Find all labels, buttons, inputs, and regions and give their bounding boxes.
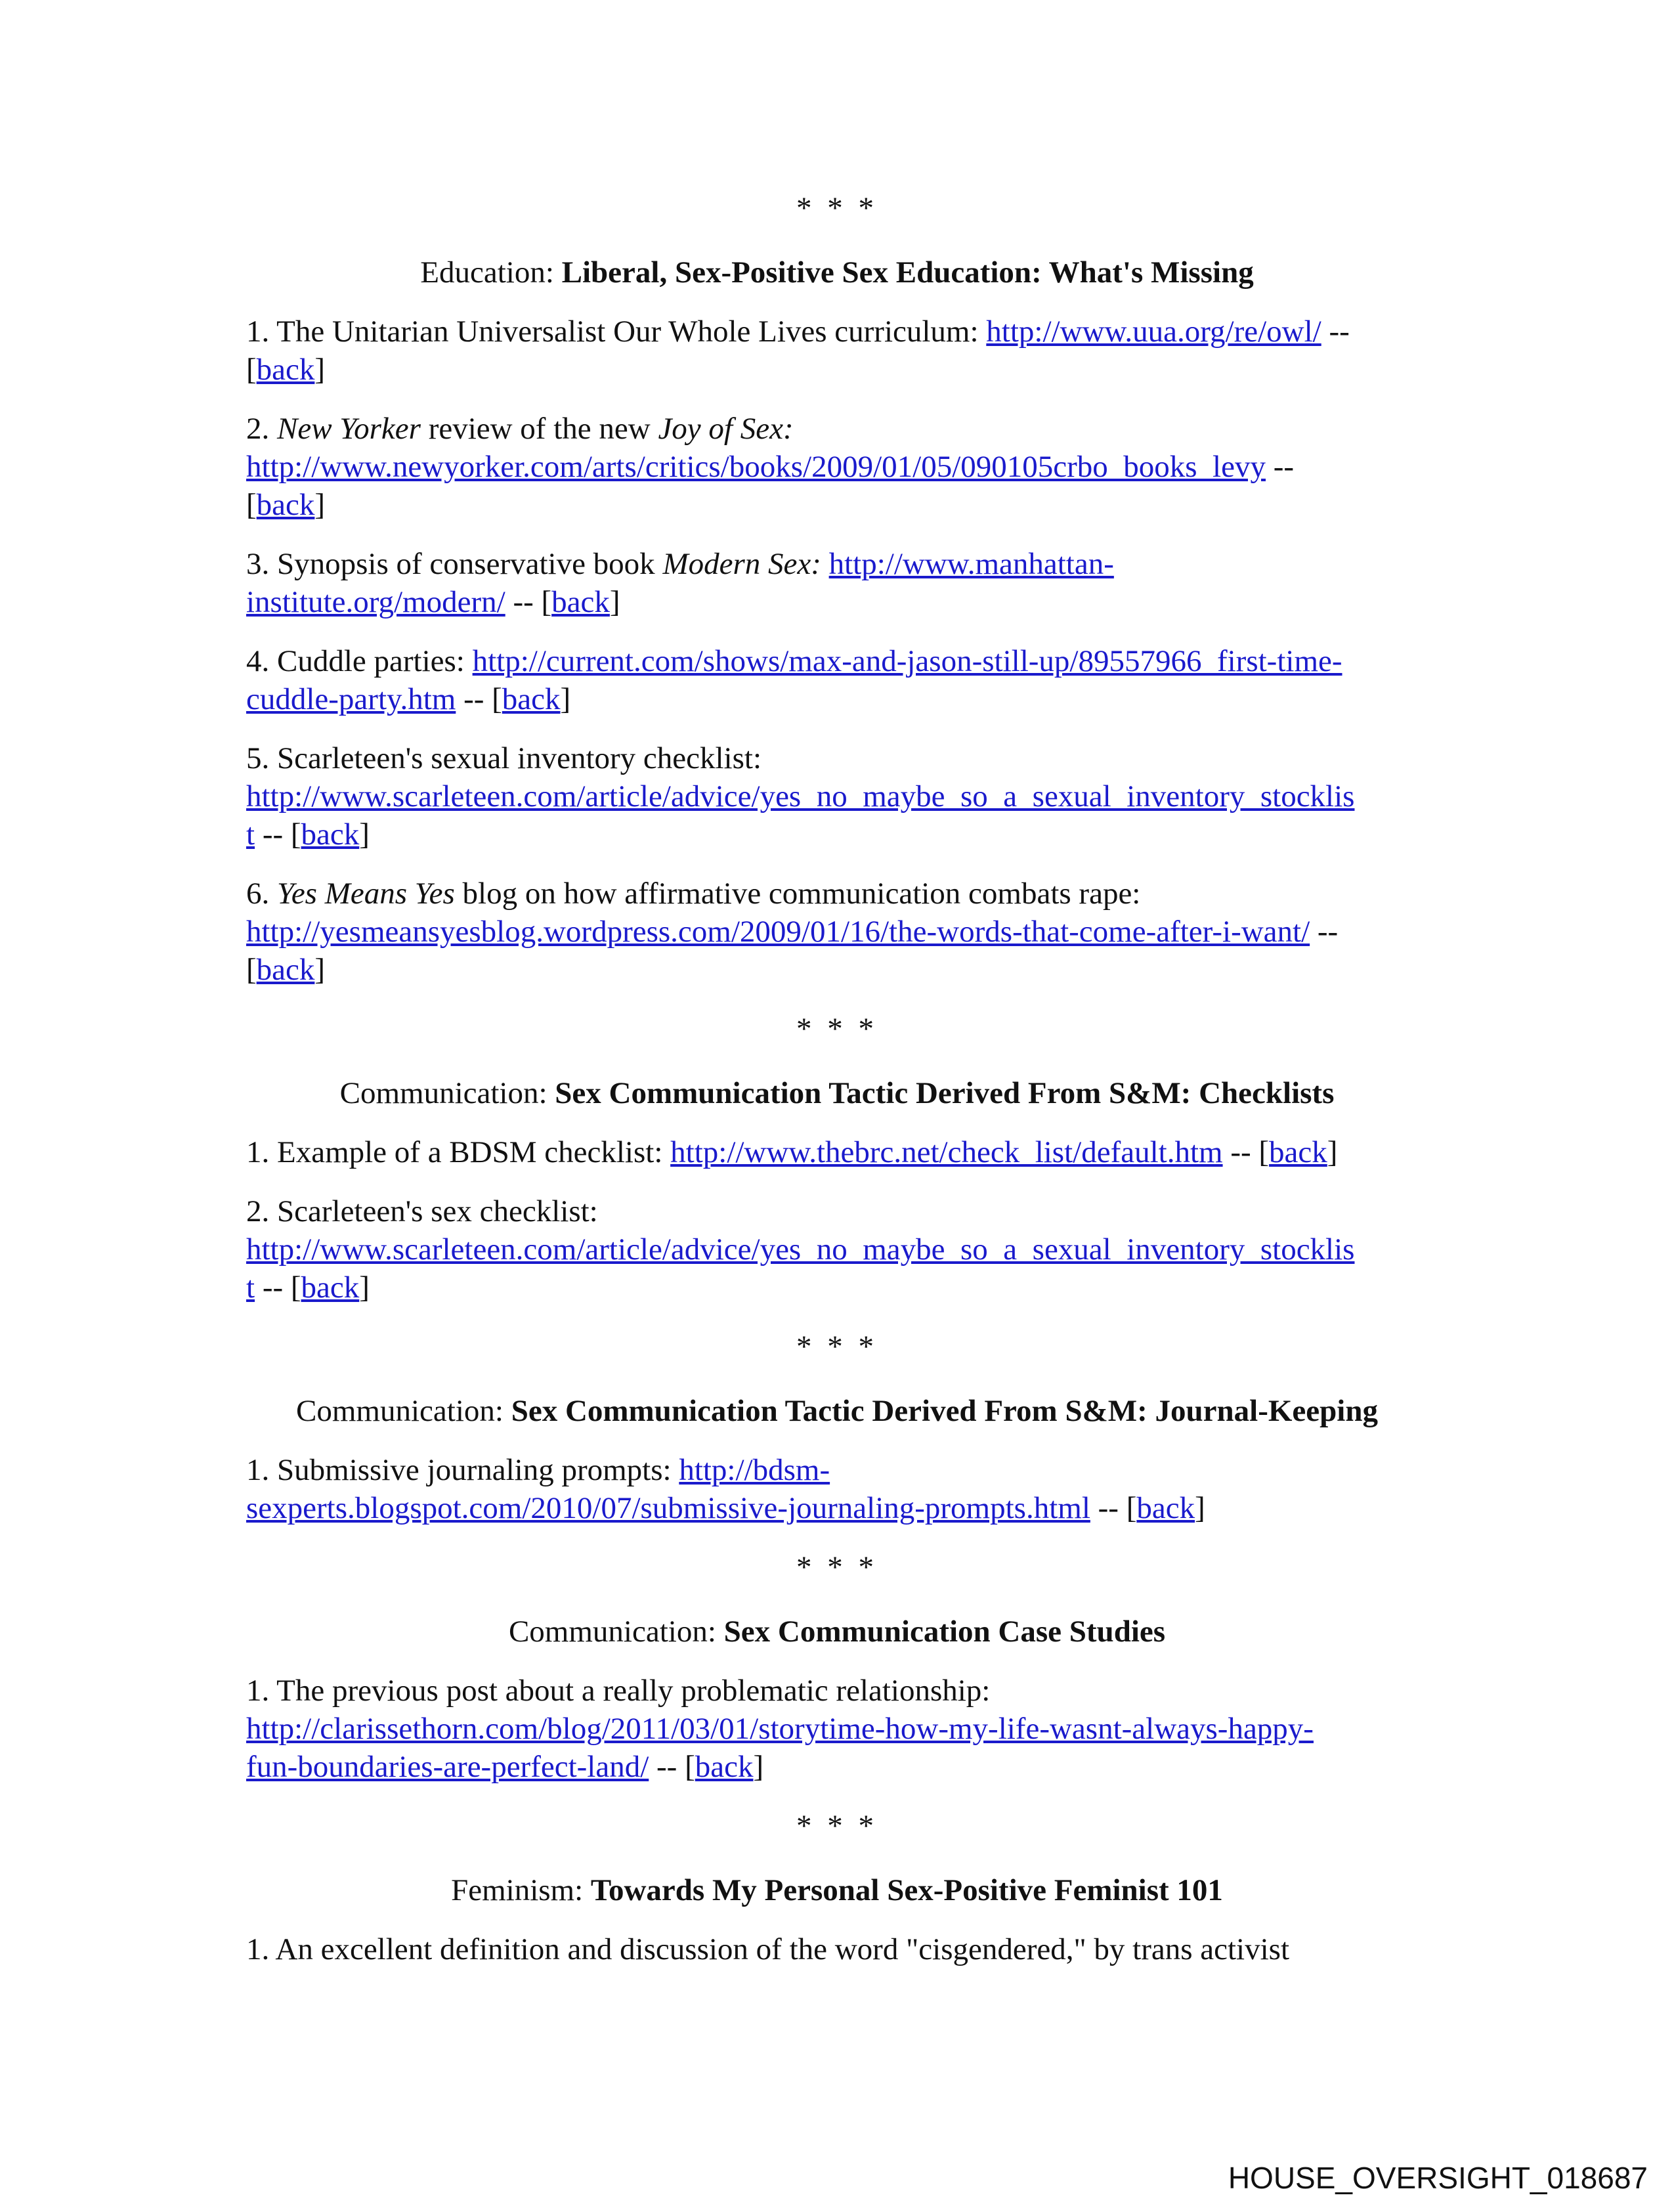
bracket: ] (359, 817, 370, 852)
list-item (246, 642, 1428, 718)
list-item (246, 313, 1428, 389)
heading-category: Feminism: (451, 1873, 591, 1907)
heading-title: Towards My Personal Sex-Positive Feminist 101 (590, 1873, 1223, 1907)
link[interactable]: http://www.scarleteen.com/article/advice/yes_no_maybe_so_a_sexual_inventory_stocklis (246, 779, 1355, 813)
item-text: 1. Example of a BDSM checklist: (246, 1135, 671, 1169)
dash: -- (1321, 314, 1350, 349)
back-link[interactable]: back (256, 353, 315, 387)
list-item (246, 1133, 1428, 1171)
link[interactable]: http://www.thebrc.net/check_list/default.htm (670, 1135, 1223, 1169)
link[interactable]: http://yesmeansyesblog.wordpress.com/2009/01/16/the-words-that-come-after-i-want/ (246, 915, 1310, 949)
section-heading (246, 1392, 1428, 1430)
item-text: review of the new (420, 412, 658, 446)
item-text: 1. An excellent definition and discussion of the word "cisgendered," by trans activist (246, 1932, 1290, 1966)
dash: -- (255, 1270, 291, 1305)
bracket: ] (359, 1270, 370, 1305)
dash: -- (1265, 450, 1295, 484)
link[interactable]: fun-boundaries-are-perfect-land/ (246, 1750, 649, 1784)
heading-title: Sex Communication Case Studies (723, 1615, 1166, 1649)
link[interactable]: http://www.uua.org/re/owl/ (986, 314, 1321, 349)
dash: -- (255, 817, 291, 852)
list-item (246, 1192, 1428, 1307)
heading-title: Sex Communication Tactic Derived From S&M: Journal-Keeping (511, 1394, 1378, 1428)
section-separator: * * * (796, 1809, 878, 1843)
link[interactable]: http://www.scarleteen.com/article/advice/yes_no_maybe_so_a_sexual_inventory_stocklis (246, 1232, 1355, 1267)
heading-title: Sex Communication Tactic Derived From S&M: Checklists (555, 1076, 1335, 1110)
back-link[interactable]: back (551, 585, 610, 619)
bracket: ] (314, 953, 326, 987)
back-link[interactable]: back (301, 817, 360, 852)
back-link[interactable]: back (1136, 1491, 1195, 1525)
bracket: ] (1195, 1491, 1205, 1525)
bracket: [ (685, 1750, 695, 1784)
item-italic: Joy of Sex: (658, 412, 794, 446)
list-item (246, 739, 1428, 854)
heading-category: Communication: (508, 1615, 724, 1649)
document-page (246, 189, 1428, 1989)
bracket: ] (753, 1750, 764, 1784)
bracket: ] (314, 353, 326, 387)
item-italic: New Yorker (277, 412, 421, 446)
item-italic: Yes Means Yes (277, 877, 455, 911)
link[interactable]: http://clarissethorn.com/blog/2011/03/01/storytime-how-my-life-wasnt-always-happy- (246, 1712, 1314, 1746)
link[interactable]: http://current.com/shows/max-and-jason-still-up/89557966_first-time- (472, 644, 1342, 678)
item-italic: Modern Sex: (662, 547, 821, 581)
section-separator: * * * (796, 1330, 878, 1364)
section-separator: * * * (796, 1012, 878, 1046)
section-separator: * * * (796, 1550, 878, 1584)
item-text: 5. Scarleteen's sexual inventory checklist: (246, 741, 762, 775)
bracket: [ (492, 682, 502, 716)
back-link[interactable]: back (256, 488, 315, 522)
bracket: [ (541, 585, 552, 619)
item-text: 3. Synopsis of conservative book (246, 547, 663, 581)
link[interactable]: t (246, 817, 255, 852)
list-item (246, 410, 1428, 524)
back-link[interactable]: back (301, 1270, 360, 1305)
link[interactable]: cuddle-party.htm (246, 682, 456, 716)
bracket: [ (1126, 1491, 1137, 1525)
section-heading (246, 253, 1428, 292)
bracket: ] (560, 682, 571, 716)
list-item (246, 545, 1428, 621)
back-link[interactable]: back (1269, 1135, 1327, 1169)
bracket: ] (314, 488, 326, 522)
heading-category: Education: (420, 255, 562, 290)
item-text: blog on how affirmative communication combats rape: (454, 877, 1141, 911)
link[interactable]: t (246, 1270, 255, 1305)
bracket: [ (246, 488, 257, 522)
list-item (246, 875, 1428, 989)
bracket: ] (1327, 1135, 1338, 1169)
bracket: ] (609, 585, 620, 619)
dash: -- (649, 1750, 685, 1784)
link[interactable]: institute.org/modern/ (246, 585, 505, 619)
list-item (246, 1672, 1428, 1786)
back-link[interactable]: back (502, 682, 561, 716)
section-separator: * * * (796, 191, 878, 225)
heading-title: Liberal, Sex-Positive Sex Education: What's Missing (561, 255, 1254, 290)
dash: -- (505, 585, 542, 619)
section-heading (246, 1074, 1428, 1112)
link[interactable]: http://bdsm- (679, 1453, 830, 1487)
bates-stamp: HOUSE_OVERSIGHT_018687 (1228, 2161, 1648, 2195)
link[interactable]: http://www.manhattan- (828, 547, 1114, 581)
bracket: [ (246, 953, 257, 987)
section-heading (246, 1871, 1428, 1909)
heading-category: Communication: (339, 1076, 555, 1110)
item-text: 4. Cuddle parties: (246, 644, 473, 678)
section-heading (246, 1613, 1428, 1651)
list-item (246, 1930, 1428, 1968)
link[interactable]: http://www.newyorker.com/arts/critics/books/2009/01/05/090105crbo_books_levy (246, 450, 1266, 484)
item-text: 1. Submissive journaling prompts: (246, 1453, 679, 1487)
dash: -- (1310, 915, 1339, 949)
bracket: [ (1258, 1135, 1270, 1169)
dash: -- (456, 682, 492, 716)
bracket: [ (290, 1270, 301, 1305)
link[interactable]: sexperts.blogspot.com/2010/07/submissive-journaling-prompts.html (246, 1491, 1090, 1525)
back-link[interactable]: back (256, 953, 315, 987)
item-text: 1. The Unitarian Universalist Our Whole Lives curriculum: (246, 314, 987, 349)
back-link[interactable]: back (695, 1750, 754, 1784)
bracket: [ (246, 353, 257, 387)
item-text: 2. Scarleteen's sex checklist: (246, 1194, 598, 1228)
dash: -- (1090, 1491, 1127, 1525)
item-number: 6. (246, 877, 277, 911)
item-text: 1. The previous post about a really problematic relationship: (246, 1674, 991, 1708)
dash: -- (1222, 1135, 1259, 1169)
heading-category: Communication: (296, 1394, 511, 1428)
bracket: [ (290, 817, 301, 852)
list-item (246, 1451, 1428, 1527)
item-number: 2. (246, 412, 277, 446)
